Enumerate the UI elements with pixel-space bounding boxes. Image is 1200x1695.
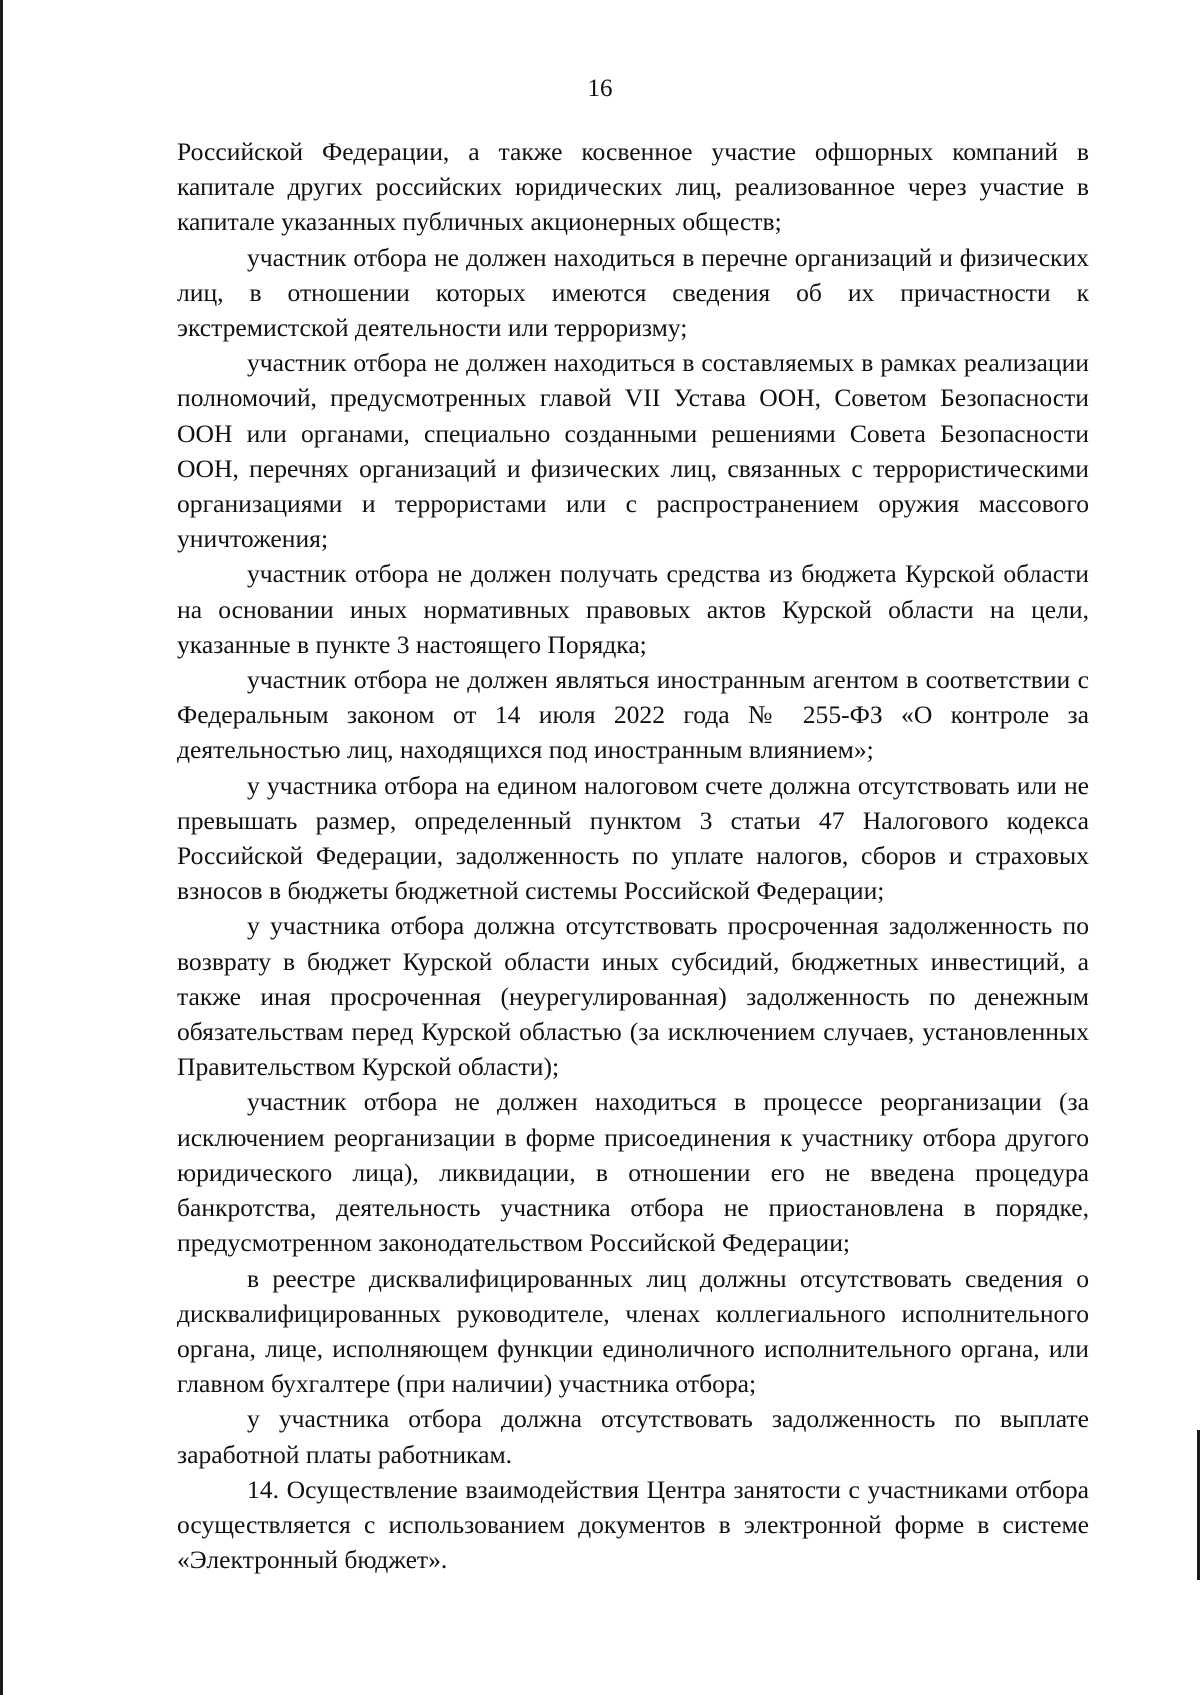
paragraph-item-14: 14. Осуществление взаимодействия Центра занятости с участниками отбора осуществляется с использованием документов в электронной форме в системе «Электронный бюджет».	[177, 1474, 1089, 1575]
scan-edge-left	[0, 0, 3, 1695]
document-body	[177, 134, 1089, 1577]
paragraph-un-sanctions-list: участник отбора не должен находиться в составляемых в рамках реализации полномочий, предусмотренных главой VII Устава ООН, Советом Безопасности ООН или органами, специально созданными решениями Совета Безопасности ООН, перечнях организаций и физических лиц, связанных с террористическими организациями и террористами или с распространением оружия массового уничтожения;	[177, 348, 1089, 554]
paragraph-extremism-list: участник отбора не должен находиться в перечне организаций и физических лиц, в отношении которых имеются сведения об их причастности к экстремистской деятельности или терроризму;	[177, 242, 1089, 343]
paragraph-reorganization: участник отбора не должен находиться в процессе реорганизации (за исключением реорганизации в форме присоединения к участнику отбора другого юридического лица), ликвидации, в отношении его не введена процедура банкротства, деятельность участника отбора не приостановлена в порядке, предусмотренном законодательством Российской Федерации;	[177, 1087, 1089, 1258]
paragraph-wage-arrears: у участника отбора должна отсутствовать задолженность по выплате заработной платы работникам.	[177, 1404, 1089, 1469]
paragraph-overdue-debt: у участника отбора должна отсутствовать просроченная задолженность по возврату в бюджет Курской области иных субсидий, бюджетных инвестиций, а также иная просроченная (неурегулированная) задолженность по денежным обязательствам перед Курской областью (за исключением случаев, установленных Правительством Курской области);	[177, 911, 1089, 1082]
paragraph-continuation: Российской Федерации, а также косвенное участие офшорных компаний в капитале других российских юридических лиц, реализованное через участие в капитале указанных публичных акционерных обществ;	[177, 137, 1089, 237]
page-number: 16	[587, 75, 613, 102]
paragraph-tax-debt: у участника отбора на едином налоговом счете должна отсутствовать или не превышать размер, определенный пунктом 3 статьи 47 Налогового кодекса Российской Федерации, задолженность по уплате налогов, сборов и страховых взносов в бюджеты бюджетной системы Российской Федерации;	[177, 770, 1089, 906]
paragraph-disqualified-persons: в реестре дисквалифицированных лиц должны отсутствовать сведения о дисквалифицированных руководителе, членах коллегиального исполнительного органа, лице, исполняющем функции единоличного исполнительного органа, или главном бухгалтере (при наличии) участника отбора;	[177, 1263, 1089, 1399]
paragraph-foreign-agent: участник отбора не должен являться иностранным агентом в соответствии с Федеральным законом от 14 июля 2022 года № 255-ФЗ «О контроле за деятельностью лиц, находящихся под иностранным влиянием»;	[177, 665, 1089, 765]
paragraph-no-other-budget-funds: участник отбора не должен получать средства из бюджета Курской области на основании иных нормативных правовых актов Курской области на цели, указанные в пункте 3 настоящего Порядка;	[177, 559, 1089, 659]
